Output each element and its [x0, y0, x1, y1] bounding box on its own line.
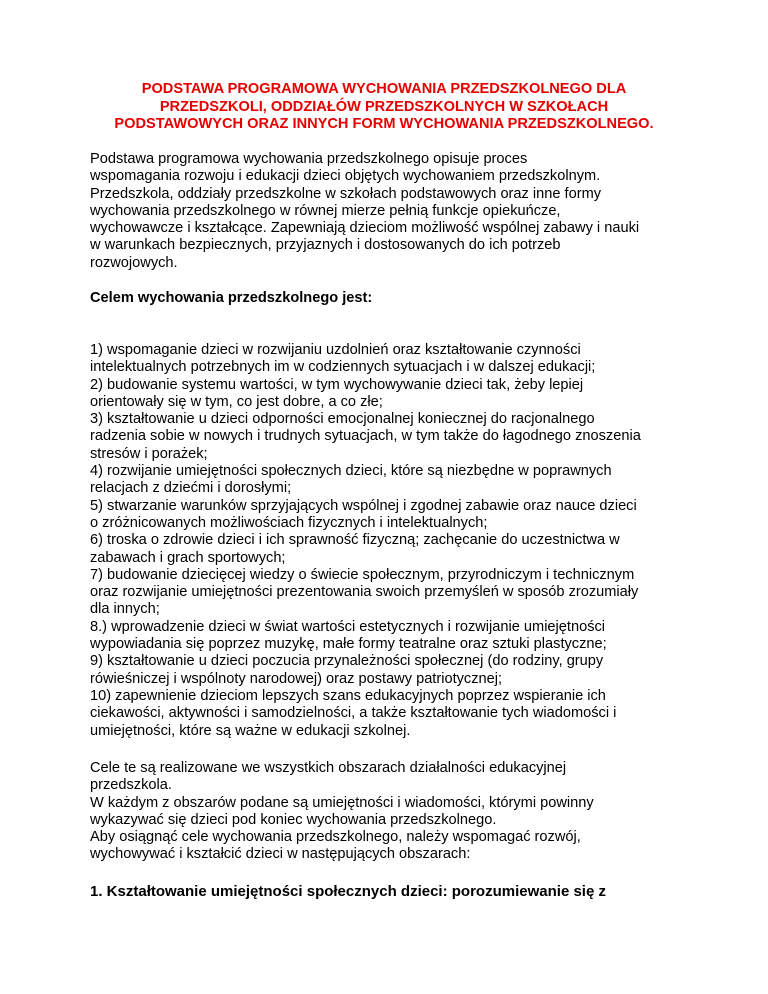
goal-item: 5) stwarzanie warunków sprzyjających wspólnej i zgodnej zabawie oraz nauce dzieci o zróżnicowanych możliwościach fizycznych i intelektualnych;	[90, 497, 637, 531]
goal-item: 9) kształtowanie u dzieci poczucia przynależności społecznej (do rodziny, grupy rówieśniczej i wspólnoty narodowej) oraz postawy patriotycznej;	[90, 653, 604, 687]
summary-paragraph: Cele te są realizowane we wszystkich obszarach działalności edukacyjnej przedszkola. W każdym z obszarów podane są umiejętności i wiadomości, którymi powinny wykazywać się dzieci pod koniec wychowania przedszkolnego. Aby osiągnąć cele wychowania przedszkolnego, należy wspomagać rozwój, wychowywać i kształcić dzieci w następujących obszarach:	[90, 760, 594, 863]
document-title: PODSTAWA PROGRAMOWA WYCHOWANIA PRZEDSZKOLNEGO DLA PRZEDSZKOLI, ODDZIAŁÓW PRZEDSZKOLNYCH W SZKOŁACH PODSTAWOWYCH ORAZ INNYCH FORM WYCHOWANIA PRZEDSZKOLNEGO.	[114, 81, 654, 132]
goal-item: 2) budowanie systemu wartości, w tym wychowywanie dzieci tak, żeby lepiej orientowały się w tym, co jest dobre, a co złe;	[90, 376, 584, 410]
goals-list	[90, 342, 690, 740]
goal-item: 10) zapewnienie dzieciom lepszych szans edukacyjnych poprzez wspieranie ich ciekawości, aktywności i samodzielności, a także kształtowanie tych wiadomości i umiejętności, które są ważne w edukacji szkolnej.	[90, 687, 617, 739]
intro-paragraph: Podstawa programowa wychowania przedszkolnego opisuje proces wspomagania rozwoju i edukacji dzieci objętych wychowaniem przedszkolnym. Przedszkola, oddziały przedszkolne w szkołach podstawowych oraz inne formy wychowania przedszkolnego w równej mierze pełnią funkcje opiekuńcze, wychowawcze i kształcące. Zapewniają dzieciom możliwość wspólnej zabawy i nauki w warunkach bezpiecznych, przyjaznych i dostosowanych do ich potrzeb rozwojowych.	[90, 151, 640, 271]
goal-item: 8.) wprowadzenie dzieci w świat wartości estetycznych i rozwijanie umiejętności wypowiadania się poprzez muzykę, małe formy teatralne oraz sztuki plastyczne;	[90, 618, 607, 653]
goal-item: 3) kształtowanie u dzieci odporności emocjonalnej koniecznej do racjonalnego radzenia sobie w nowych i trudnych sytuacjach, w tym także do łagodnego znoszenia stresów i porażek;	[90, 411, 641, 462]
goal-item: 1) wspomaganie dzieci w rozwijaniu uzdolnień oraz kształtowanie czynności intelektualnych potrzebnych im w codziennych sytuacjach i w dalszej edukacji;	[90, 342, 596, 376]
goal-item: 4) rozwijanie umiejętności społecznych dzieci, które są niezbędne w poprawnych relacjach z dziećmi i dorosłymi;	[90, 463, 612, 497]
goals-heading: Celem wychowania przedszkolnego jest:	[90, 290, 373, 306]
goal-item: 7) budowanie dziecięcej wiedzy o świecie społecznym, przyrodniczym i technicznym oraz rozwijanie umiejętności prezentowania swoich przemyśleń w sposób zrozumiały dla innych;	[90, 566, 639, 618]
section-heading: 1. Kształtowanie umiejętności społecznych dzieci: porozumiewanie się z	[90, 883, 606, 900]
goal-item: 6) troska o zdrowie dzieci i ich sprawność fizyczną; zachęcanie do uczestnictwa w zabawach i grach sportowych;	[90, 532, 620, 566]
